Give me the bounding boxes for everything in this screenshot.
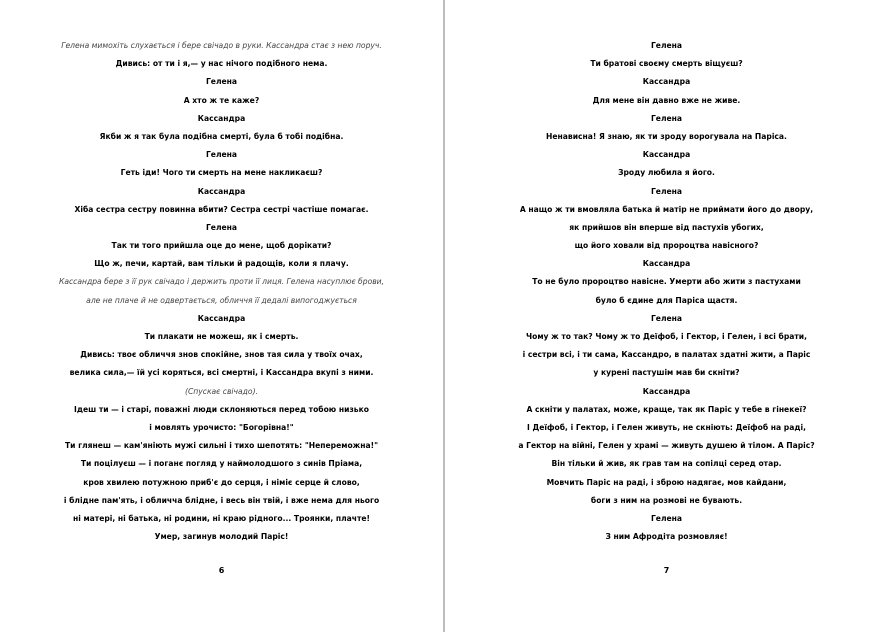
dialogue-line: Він тільки й жив, як грав там на сопілці серед отар. (551, 459, 782, 469)
dialogue-line: А скніти у палатах, може, краще, так як Паріс у тебе в гінекеї? (526, 404, 807, 414)
speaker-name: Гелена (650, 113, 683, 123)
dialogue-line: кров хвилею потужною приб'є до серця, і німіє серце й слово, (83, 477, 360, 487)
dialogue-line: Умер, загинув молодий Паріс! (154, 532, 289, 542)
stage-direction: Гелена мимохіть слухається і бере свічадо в руки. Кассандра стає з нею поруч. (61, 41, 382, 50)
dialogue-line: З ним Афродіта розмовляє! (605, 532, 728, 542)
speaker-name: Гелена (205, 77, 238, 87)
dialogue-line: Дивись: твоє обличчя знов спокійне, знов тая сила у твоїх очах, (80, 350, 363, 360)
dialogue-line: Чому ж то так? Чому ж то Деїфоб, і Гектор, і Гелен, і всі брати, (525, 332, 808, 341)
dialogue-line: а Гектор на війні, Гелен у храмі — живуть душею й тілом. А Паріс? (518, 441, 815, 451)
speaker-name: Гелена (205, 222, 238, 232)
dialogue-line: велика сила,— їй усі коряться, всі смертні, і Кассандра вкупі з ними. (69, 368, 374, 378)
dialogue-line: і мовлять урочисто: "Богорівна!" (149, 422, 294, 432)
dialogue-line: А хто ж те каже? (183, 95, 260, 105)
dialogue-line: Так ти того прийшла оце до мене, щоб дорікати? (111, 241, 332, 251)
speaker-name: Кассандра (197, 313, 246, 323)
speaker-name: Кассандра (642, 77, 691, 87)
dialogue-line: Ненависна! Я знаю, як ти зроду ворогувала на Паріса. (546, 131, 787, 141)
page-left-text (0, 37, 443, 546)
dialogue-line: ні матері, ні батька, ні родини, ні краю рідного... Троянки, плачте! (72, 513, 371, 523)
speaker-name: Кассандра (642, 150, 691, 160)
dialogue-line: Ти братові своєму смерть віщуєш? (590, 59, 743, 69)
speaker-name: Кассандра (197, 186, 246, 196)
stage-direction: але не плаче й не одвертається, обличчя її дедалі випогоджується (86, 295, 357, 305)
speaker-name: Гелена (650, 41, 683, 50)
dialogue-line: і блідне пам'ять, і обличча блідне, і весь він твій, і вже нема для нього (63, 495, 380, 505)
dialogue-line: як прийшов він вперше від пастухів убогих, (569, 222, 764, 232)
dialogue-line: Геть іди! Чого ти смерть на мене накликаєш? (120, 168, 323, 178)
dialogue-line: Ти поцілуєш — і поганє погляд у наймолодшого з синів Пріама, (80, 459, 363, 469)
dialogue-line: що його ховали від пророцтва навісного? (574, 241, 759, 251)
speaker-name: Гелена (650, 186, 683, 196)
stage-direction: Кассандра бере з її рук свічадо і держить проти її лиця. Гелена насуплює брови, (58, 277, 385, 287)
dialogue-line: Хіба сестра сестру повинна вбити? Сестра сестрі частіше помагає. (74, 204, 369, 214)
dialogue-line: Зроду любила я його. (618, 168, 715, 178)
dialogue-line: А нащо ж ти вмовляла батька й матір не приймати його до двору, (519, 204, 814, 214)
page-right-text (445, 37, 888, 546)
dialogue-line: То не було пророцтво навісне. Умерти або жити з пастухами (532, 277, 801, 287)
stage-direction: (Спускає свічадо). (185, 386, 258, 396)
page-number-right: 7 (663, 566, 670, 575)
speaker-name: Гелена (650, 513, 683, 523)
dialogue-line: боги з ним на розмові не бувають. (590, 495, 743, 505)
speaker-name: Кассандра (197, 113, 246, 123)
dialogue-line: Ідеш ти — і старі, поважні люди склоняються перед тобою низько (74, 404, 369, 414)
dialogue-line: Що ж, печи, картай, вам тільки й радощів, коли я плачу. (94, 259, 349, 269)
dialogue-line: Для мене він давно вже не живе. (592, 95, 741, 105)
page-number-left: 6 (218, 566, 225, 575)
dialogue-line: Ти глянеш — кам'яніють мужі сильні і тихо шепотять: "Непереможна!" (64, 441, 379, 451)
dialogue-line: Якби ж я так була подібна смерті, була б тобі подібна. (99, 131, 344, 141)
dialogue-line: Мовчить Паріс на раді, і зброю надягає, мов кайдани, (546, 477, 787, 487)
speaker-name: Кассандра (642, 259, 691, 269)
dialogue-line: І Деїфоб, і Гектор, і Гелен живуть, не скніють: Деїфоб на раді, (527, 422, 806, 432)
speaker-name: Гелена (650, 313, 683, 323)
speaker-name: Гелена (205, 150, 238, 160)
page-left (0, 0, 443, 632)
page-right (445, 0, 888, 632)
speaker-name: Кассандра (642, 386, 691, 396)
dialogue-line: Ти плакати не можеш, як і смерть. (144, 332, 299, 341)
dialogue-line: і сестри всі, і ти сама, Кассандро, в палатах здатні жити, а Паріс (522, 350, 811, 360)
dialogue-line: було б єдине для Паріса щастя. (595, 295, 738, 305)
dialogue-line: у курені пастушім мав би скніти? (593, 368, 740, 378)
dialogue-line: Дивись: от ти і я,— у нас нічого подібного нема. (115, 59, 328, 69)
